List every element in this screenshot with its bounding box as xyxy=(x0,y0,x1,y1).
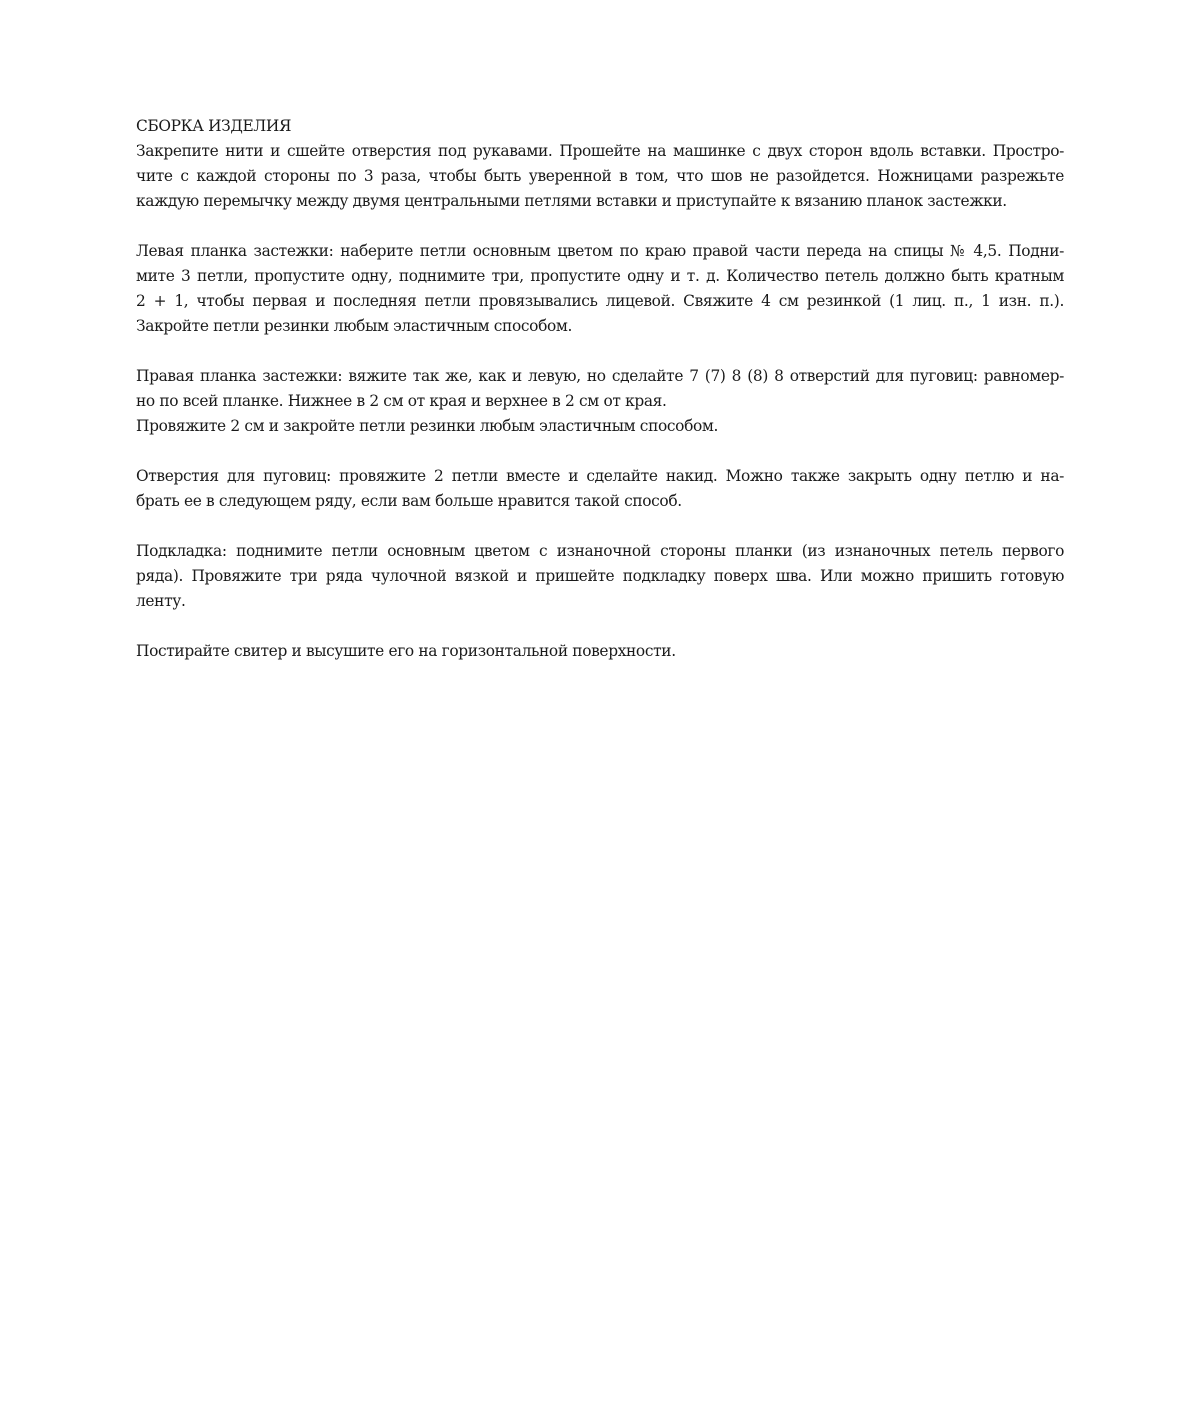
paragraph-line: ряда). Провяжите три ряда чулочной вязкой и пришейте подкладку поверх шва. Или можно пришить готовую xyxy=(136,567,1064,585)
paragraph-line: ленту. xyxy=(136,592,186,610)
paragraph-line: но по всей планке. Нижнее в 2 см от края и верхнее в 2 см от края. xyxy=(136,392,667,410)
paragraph-line: Левая планка застежки: наберите петли основным цветом по краю правой части переда на спицы № 4,5. Подни- xyxy=(136,242,1064,260)
paragraph-gap xyxy=(136,339,1064,364)
paragraph-gap xyxy=(136,439,1064,464)
paragraph-line: Провяжите 2 см и закройте петли резинки любым эластичным способом. xyxy=(136,417,719,435)
paragraph-line: Закройте петли резинки любым эластичным способом. xyxy=(136,317,573,335)
paragraph-line: чите с каждой стороны по 3 раза, чтобы быть уверенной в том, что шов не разойдется. Ножницами разрежьте xyxy=(136,167,1064,185)
section-heading: СБОРКА ИЗДЕЛИЯ xyxy=(136,117,292,135)
paragraph-gap xyxy=(136,214,1064,239)
paragraph-line: Подкладка: поднимите петли основным цветом с изнаночной стороны планки (из изнаночных петель первого xyxy=(136,542,1064,560)
paragraph-line: Отверстия для пуговиц: провяжите 2 петли вместе и сделайте накид. Можно также закрыть одну петлю и на- xyxy=(136,467,1064,485)
paragraph-line: брать ее в следующем ряду, если вам больше нравится такой способ. xyxy=(136,492,682,510)
paragraph-line: 2 + 1, чтобы первая и последняя петли провязывались лицевой. Свяжите 4 см резинкой (1 лиц. п., 1 изн. п.). xyxy=(136,292,1064,310)
paragraph-line: Постирайте свитер и высушите его на горизонтальной поверхности. xyxy=(136,642,676,660)
paragraph-gap xyxy=(136,614,1064,639)
paragraph-line: мите 3 петли, пропустите одну, поднимите три, пропустите одну и т. д. Количество петель должно быть кратным xyxy=(136,267,1064,285)
paragraph-gap xyxy=(136,514,1064,539)
text-block xyxy=(136,114,1064,664)
paragraph-line: каждую перемычку между двумя центральными петлями вставки и приступайте к вязанию планок застежки. xyxy=(136,192,1007,210)
paragraph-line: Закрепите нити и сшейте отверстия под рукавами. Прошейте на машинке с двух сторон вдоль вставки. Простро- xyxy=(136,142,1064,160)
paragraph-line: Правая планка застежки: вяжите так же, как и левую, но сделайте 7 (7) 8 (8) 8 отверстий для пуговиц: равномер- xyxy=(136,367,1064,385)
